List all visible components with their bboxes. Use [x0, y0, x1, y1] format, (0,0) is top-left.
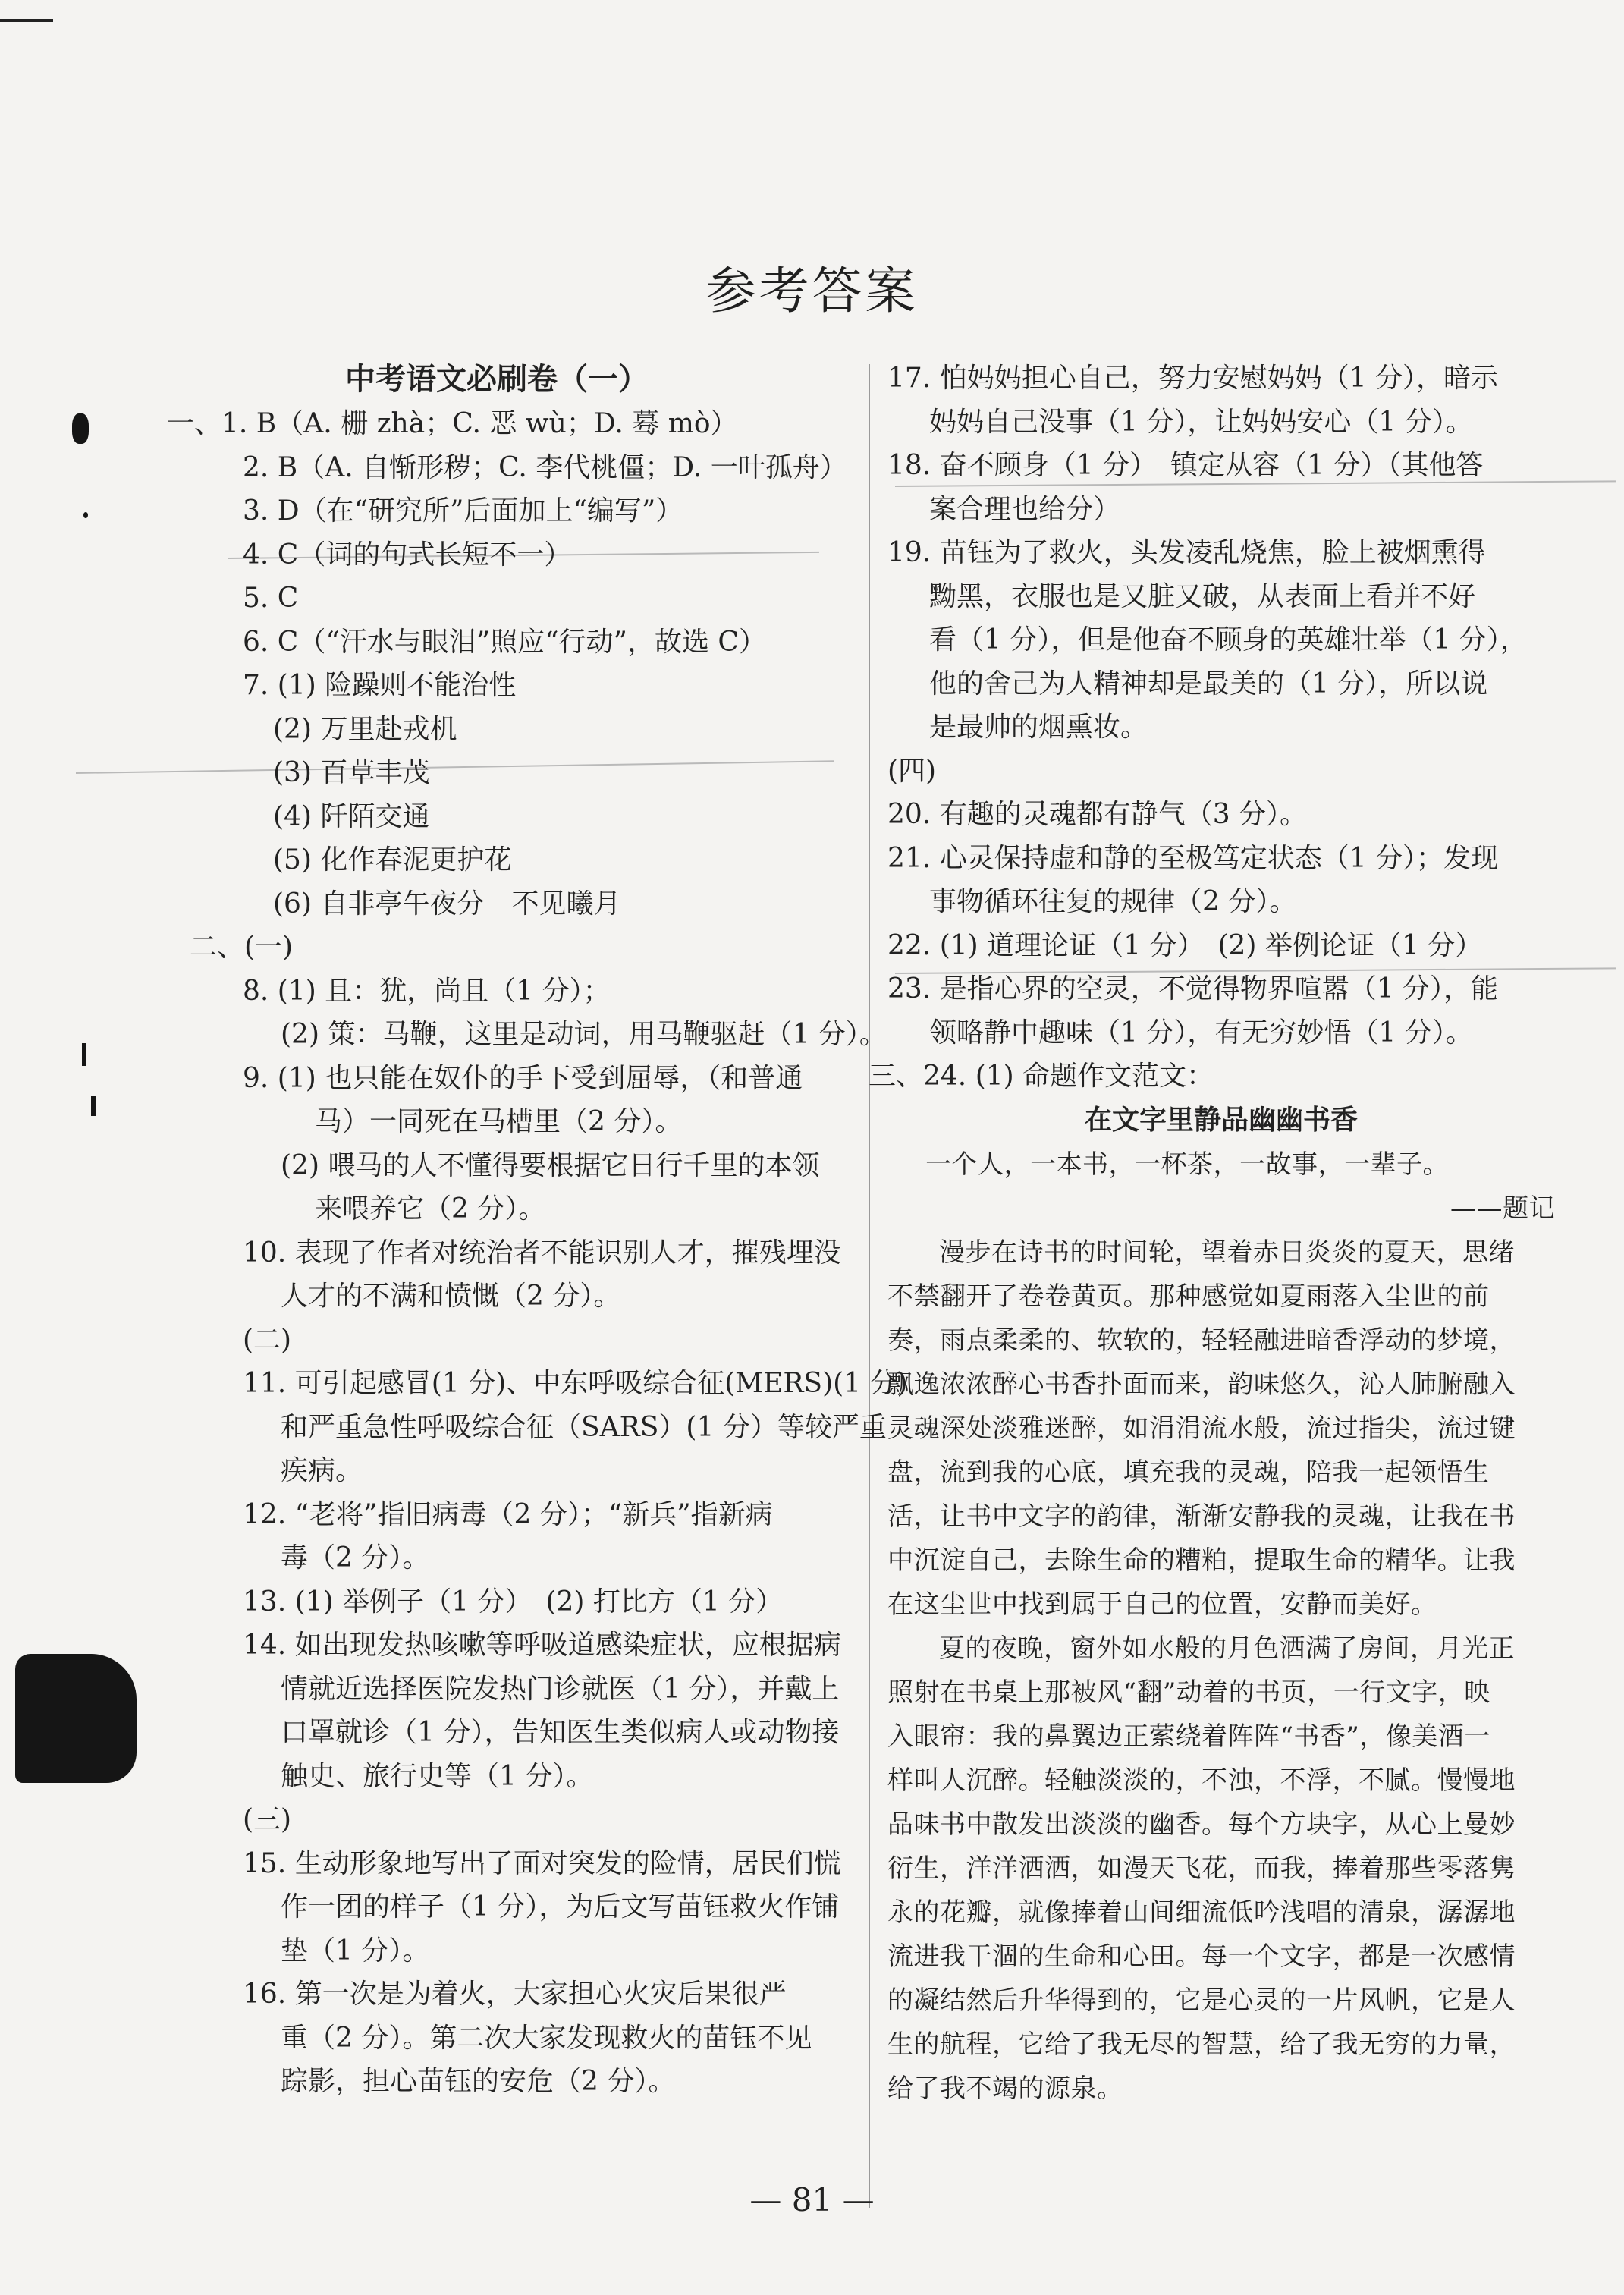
answer-line: 12. “老将”指旧病毒（2 分）；“新兵”指新病	[243, 1498, 773, 1530]
left-column	[167, 357, 908, 2104]
essay-epigraph-source: ——题记	[1450, 1193, 1555, 1224]
answer-line: 三、24. (1) 命题作文范文：	[869, 1061, 1214, 1092]
answer-line: 21. 心灵保持虚和静的至极笃定状态（1 分）；发现	[887, 842, 1499, 874]
essay-line: 生的航程，它给了我无尽的智慧，给了我无穷的力量，	[887, 2029, 1516, 2060]
essay-line: 在这尘世中找到属于自己的位置，安静而美好。	[887, 1589, 1437, 1620]
answer-line: 来喂养它（2 分）。	[315, 1193, 546, 1225]
section-title: 中考语文必刷卷（一）	[345, 362, 649, 397]
essay-line: 衍生，洋洋洒洒，如漫天飞花，而我，捧着那些零落隽	[887, 1853, 1516, 1884]
answer-line: 23. 是指心界的空灵，不觉得物界喧嚣（1 分），能	[887, 973, 1499, 1004]
answer-line: 15. 生动形象地写出了面对突发的险情，居民们慌	[243, 1847, 841, 1879]
right-column	[869, 357, 1555, 2111]
answer-line: 案合理也给分）	[929, 493, 1121, 525]
answer-line: (2) 万里赴戎机	[273, 713, 457, 745]
essay-line: 奏，雨点柔柔的、软软的，轻轻融进暗香浮动的梦境，	[887, 1325, 1516, 1356]
answer-line: 作一团的样子（1 分），为后文写苗钰救火作铺	[281, 1891, 840, 1922]
essay-line: 永的花瓣，就像捧着山间细流低吟浅唱的清泉，潺潺地	[887, 1897, 1516, 1928]
answer-line: 3. D（在“研究所”后面加上“编写”）	[243, 495, 683, 527]
answer-line: 事物循环往复的规律（2 分）。	[929, 886, 1297, 917]
answer-line: 20. 有趣的灵魂都有静气（3 分）。	[887, 799, 1308, 830]
answer-line: (3) 百草丰茂	[273, 757, 430, 788]
answer-line: 13. (1) 举例子（1 分） (2) 打比方（1 分）	[243, 1586, 784, 1618]
page-number: — 81 —	[749, 2181, 875, 2218]
essay-line: 中沉淀自己，去除生命的糟粕，提取生命的精华。让我	[887, 1545, 1516, 1576]
essay-line: 灵魂深处淡雅迷醉，如涓涓流水般，流过指尖，流过键	[887, 1413, 1516, 1444]
answer-line: 6. C（“汗水与眼泪”照应“行动”，故选 C）	[243, 626, 766, 658]
answer-line: 毒（2 分）。	[281, 1542, 430, 1573]
answer-line: 情就近选择医院发热门诊就医（1 分），并戴上	[281, 1673, 840, 1705]
essay-title: 在文字里静品幽幽书香	[1084, 1104, 1358, 1136]
answer-line: 二、(一)	[190, 932, 294, 963]
answer-line: 14. 如出现发热咳嗽等呼吸道感染症状，应根据病	[243, 1630, 841, 1661]
answer-line: 和严重急性呼吸综合征（SARS）(1 分）等较严重	[281, 1411, 887, 1443]
essay-line: 入眼帘：我的鼻翼边正萦绕着阵阵“书香”，像美酒一	[887, 1721, 1490, 1752]
answer-line: 垫（1 分）。	[281, 1935, 430, 1966]
answer-line: 黝黑，衣服也是又脏又破，从表面上看并不好	[929, 580, 1476, 612]
scan-speck	[72, 413, 89, 444]
answer-line: 2. B（A. 自惭形秽；C. 李代桃僵；D. 一叶孤舟）	[243, 451, 847, 483]
answer-line: 4. C（词的句式长短不一）	[243, 539, 572, 571]
answer-line: (6) 自非亭午夜分 不见曦月	[273, 888, 621, 920]
essay-line: 给了我不竭的源泉。	[887, 2073, 1123, 2104]
answer-line: (四)	[887, 755, 937, 787]
answer-line: 看（1 分），但是他奋不顾身的英雄壮举（1 分），	[929, 624, 1528, 655]
answer-line: (2) 策：马鞭，这里是动词，用马鞭驱赶（1 分）。	[281, 1019, 887, 1050]
scan-speck	[82, 1043, 86, 1066]
essay-line: 的凝结然后升华得到的，它是心灵的一片风帆，它是人	[887, 1985, 1516, 2016]
answer-line: 17. 怕妈妈担心自己，努力安慰妈妈（1 分），暗示	[887, 363, 1499, 394]
scan-mark-top	[0, 19, 53, 22]
essay-line: 盘，流到我的心底，填充我的灵魂，陪我一起领悟生	[887, 1457, 1490, 1488]
answer-line: 重（2 分）。第二次大家发现救火的苗钰不见	[281, 2022, 812, 2054]
answer-line: 9. (1) 也只能在奴仆的手下受到屈辱，（和普通	[243, 1062, 803, 1094]
essay-line: 品味书中散发出淡淡的幽香。每个方块字，从心上曼妙	[887, 1809, 1516, 1840]
answer-line: 人才的不满和愤慨（2 分）。	[281, 1281, 621, 1312]
answer-line: 触史、旅行史等（1 分）。	[281, 1760, 594, 1792]
answer-line: (5) 化作春泥更护花	[273, 844, 512, 876]
page-title: 参考答案	[705, 262, 919, 320]
answer-line: 8. (1) 且：犹，尚且（1 分）；	[243, 975, 611, 1007]
answer-line: 他的舍己为人精神却是最美的（1 分），所以说	[929, 668, 1488, 700]
scan-speck	[83, 512, 88, 518]
answer-line: 5. C	[243, 583, 299, 614]
answer-line: 踪影，担心苗钰的安危（2 分）。	[281, 2066, 676, 2097]
essay-line: 活，让书中文字的韵律，渐渐安静我的灵魂，让我在书	[887, 1501, 1516, 1532]
answer-line: 10. 表现了作者对统治者不能识别人才，摧残埋没	[243, 1237, 841, 1269]
essay-line: 照射在书桌上那被风“翻”动着的书页，一行文字，映	[887, 1677, 1490, 1708]
answer-line: 口罩就诊（1 分），告知医生类似病人或动物接	[281, 1717, 840, 1748]
scan-blot	[15, 1654, 137, 1783]
column-divider	[869, 364, 870, 2208]
answer-line: (2) 喂马的人不懂得要根据它日行千里的本领	[281, 1149, 820, 1181]
scan-speck	[91, 1096, 96, 1116]
answer-line: 18. 奋不顾身（1 分） 镇定从容（1 分）（其他答	[887, 450, 1484, 481]
answer-line: (三)	[243, 1804, 292, 1835]
essay-line: 飘逸浓浓醉心书香扑面而来，韵味悠久，沁人肺腑融入	[887, 1369, 1516, 1400]
essay-epigraph: 一个人，一本书，一杯茶，一故事，一辈子。	[925, 1149, 1449, 1180]
answer-line: 7. (1) 险躁则不能治性	[243, 670, 517, 701]
answer-line: 疾病。	[281, 1455, 363, 1486]
answer-line: (4) 阡陌交通	[273, 800, 430, 832]
answer-line: 16. 第一次是为着火，大家担心火灾后果很严	[243, 1979, 787, 2010]
essay-line: 漫步在诗书的时间轮，望着赤日炎炎的夏天，思绪	[939, 1237, 1515, 1268]
answer-line: 19. 苗钰为了救火，头发凌乱烧焦，脸上被烟熏得	[887, 537, 1486, 568]
essay-line: 样叫人沉醉。轻触淡淡的，不浊，不浮，不腻。慢慢地	[887, 1765, 1516, 1796]
answer-line: 11. 可引起感冒(1 分)、中东呼吸综合征(MERS)(1 分)	[243, 1368, 908, 1399]
answer-line: 一、1. B（A. 栅 zhà；C. 恶 wù；D. 蓦 mò）	[167, 408, 738, 439]
essay-line: 不禁翻开了卷卷黄页。那种感觉如夏雨落入尘世的前	[887, 1281, 1490, 1312]
answer-line: (二)	[243, 1324, 292, 1356]
answer-line: 马）一同死在马槽里（2 分）。	[315, 1106, 683, 1137]
answer-line: 妈妈自己没事（1 分），让妈妈安心（1 分）。	[929, 406, 1473, 438]
answer-line: 22. (1) 道理论证（1 分） (2) 举例论证（1 分）	[887, 929, 1483, 961]
essay-line: 夏的夜晚，窗外如水般的月色洒满了房间，月光正	[939, 1633, 1515, 1664]
answer-line: 是最帅的烟熏妆。	[929, 712, 1148, 743]
essay-line: 流进我干涸的生命和心田。每一个文字，都是一次感情	[887, 1941, 1516, 1972]
answer-line: 领略静中趣味（1 分），有无穷妙悟（1 分）。	[929, 1017, 1473, 1048]
